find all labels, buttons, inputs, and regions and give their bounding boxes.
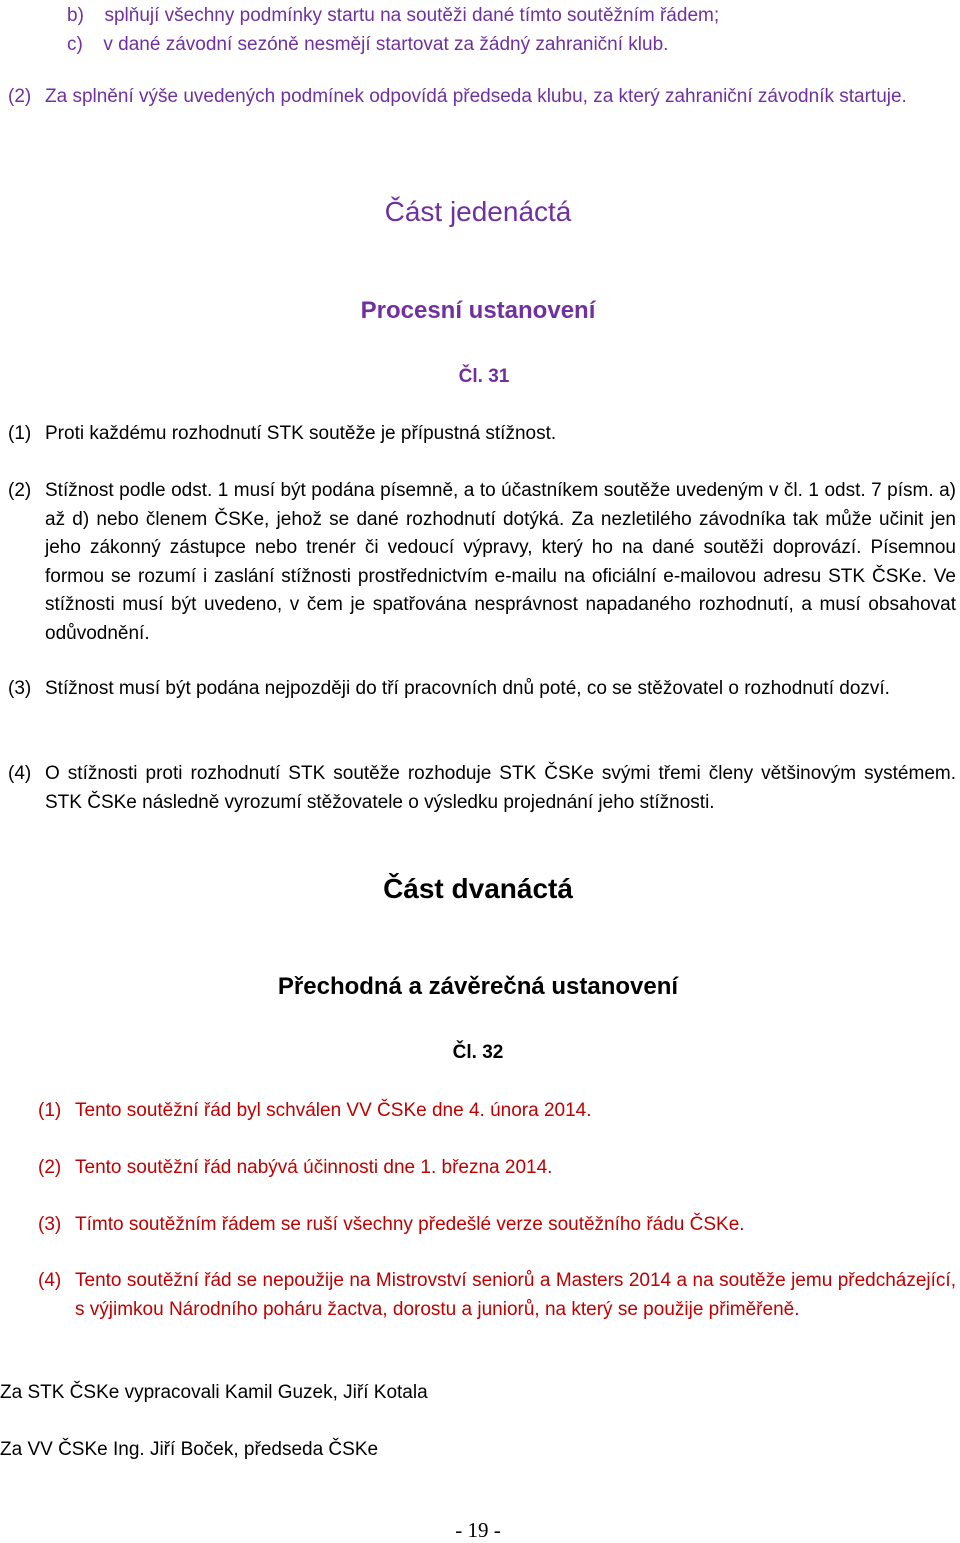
list-item-c	[67, 33, 668, 57]
signature-stk: Za STK ČSKe vypracovali Kamil Guzek, Jiří Kotala	[0, 1382, 428, 1403]
paragraph-text: Stížnost musí být podána nejpozději do tří pracovních dnů poté, co se stěžovatel o rozhodnutí dozví.	[45, 678, 890, 699]
list-item-text: splňují všechny podmínky startu na soutěži dané tímto soutěžním řádem;	[104, 5, 720, 26]
paragraph-text: Tento soutěžní řád nabývá účinnosti dne 1. března 2014.	[75, 1157, 553, 1178]
paragraph-number: (3)	[38, 1214, 62, 1235]
paragraph-text: Tento soutěžní řád byl schválen VV ČSKe dne 4. února 2014.	[75, 1100, 592, 1121]
article-31-paragraph-4	[8, 760, 956, 817]
paragraph-number: (2)	[8, 86, 32, 107]
article-32-heading: Čl. 32	[452, 1042, 504, 1063]
article-32-paragraph-1	[38, 1097, 956, 1126]
list-item-marker: c)	[67, 34, 83, 55]
part-twelve-subtitle: Přechodná a závěrečná ustanovení	[277, 973, 679, 1000]
part-twelve-title: Část dvanáctá	[383, 873, 573, 904]
paragraph-number: (4)	[38, 1270, 62, 1291]
paragraph-number: (1)	[8, 423, 32, 444]
list-item-text: v dané závodní sezóně nesmějí startovat za žádný zahraniční klub.	[103, 34, 669, 55]
article-32-paragraph-4	[38, 1267, 956, 1324]
paragraph-prev-2	[8, 83, 956, 112]
paragraph-number: (2)	[8, 480, 32, 501]
paragraph-text: Za splnění výše uvedených podmínek odpovídá předseda klubu, za který zahraniční závodník startuje.	[45, 86, 907, 107]
article-32-paragraph-2	[38, 1154, 956, 1183]
paragraph-number: (1)	[38, 1100, 62, 1121]
paragraph-text: Stížnost podle odst. 1 musí být podána písemně, a to účastníkem soutěže uvedeným v čl. 1 odst. 7 písm. a) až d) nebo členem ČSKe, jehož se dané rozhodnutí dotýká. Za nezletilého závodníka tak může učinit jen jeho zákonný zástupce nebo trenér či vedoucí výpravy, který ho na dané soutěži doprovází. Písemnou formou se rozumí i zaslání stížnosti prostřednictvím e-mailu na oficiální e-mailovou adresu STK ČSKe. Ve stížnosti musí být uvedeno, v čem je spatřována nesprávnost napadaného rozhodnutí, a musí obsahovat odůvodnění.	[45, 480, 956, 644]
paragraph-number: (2)	[38, 1157, 62, 1178]
article-32-paragraph-3	[38, 1211, 956, 1240]
paragraph-text: Proti každému rozhodnutí STK soutěže je přípustná stížnost.	[45, 423, 557, 444]
part-eleven-subtitle: Procesní ustanovení	[360, 297, 596, 324]
paragraph-text: O stížnosti proti rozhodnutí STK soutěže rozhoduje STK ČSKe svými třemi členy většinovým systémem. STK ČSKe následně vyrozumí stěžovatele o výsledku projednání jeho stížnosti.	[45, 763, 956, 813]
part-eleven-title: Část jedenáctá	[384, 196, 572, 227]
article-31-paragraph-2	[8, 477, 956, 648]
signature-vv: Za VV ČSKe Ing. Jiří Boček, předseda ČSKe	[0, 1439, 379, 1460]
paragraph-text: Tento soutěžní řád se nepoužije na Mistrovství seniorů a Masters 2014 a na soutěže jemu předcházející, s výjimkou Národního poháru žactva, dorostu a juniorů, na který se použije přiměřeně.	[75, 1270, 956, 1320]
article-31-heading: Čl. 31	[458, 366, 510, 387]
list-item-b	[67, 4, 719, 28]
paragraph-text: Tímto soutěžním řádem se ruší všechny předešlé verze soutěžního řádu ČSKe.	[75, 1214, 745, 1235]
article-31-paragraph-1	[8, 420, 956, 449]
paragraph-number: (3)	[8, 678, 32, 699]
article-31-paragraph-3	[8, 675, 956, 704]
paragraph-number: (4)	[8, 763, 32, 784]
page-number: - 19 -	[455, 1518, 501, 1542]
list-item-marker: b)	[67, 5, 84, 26]
